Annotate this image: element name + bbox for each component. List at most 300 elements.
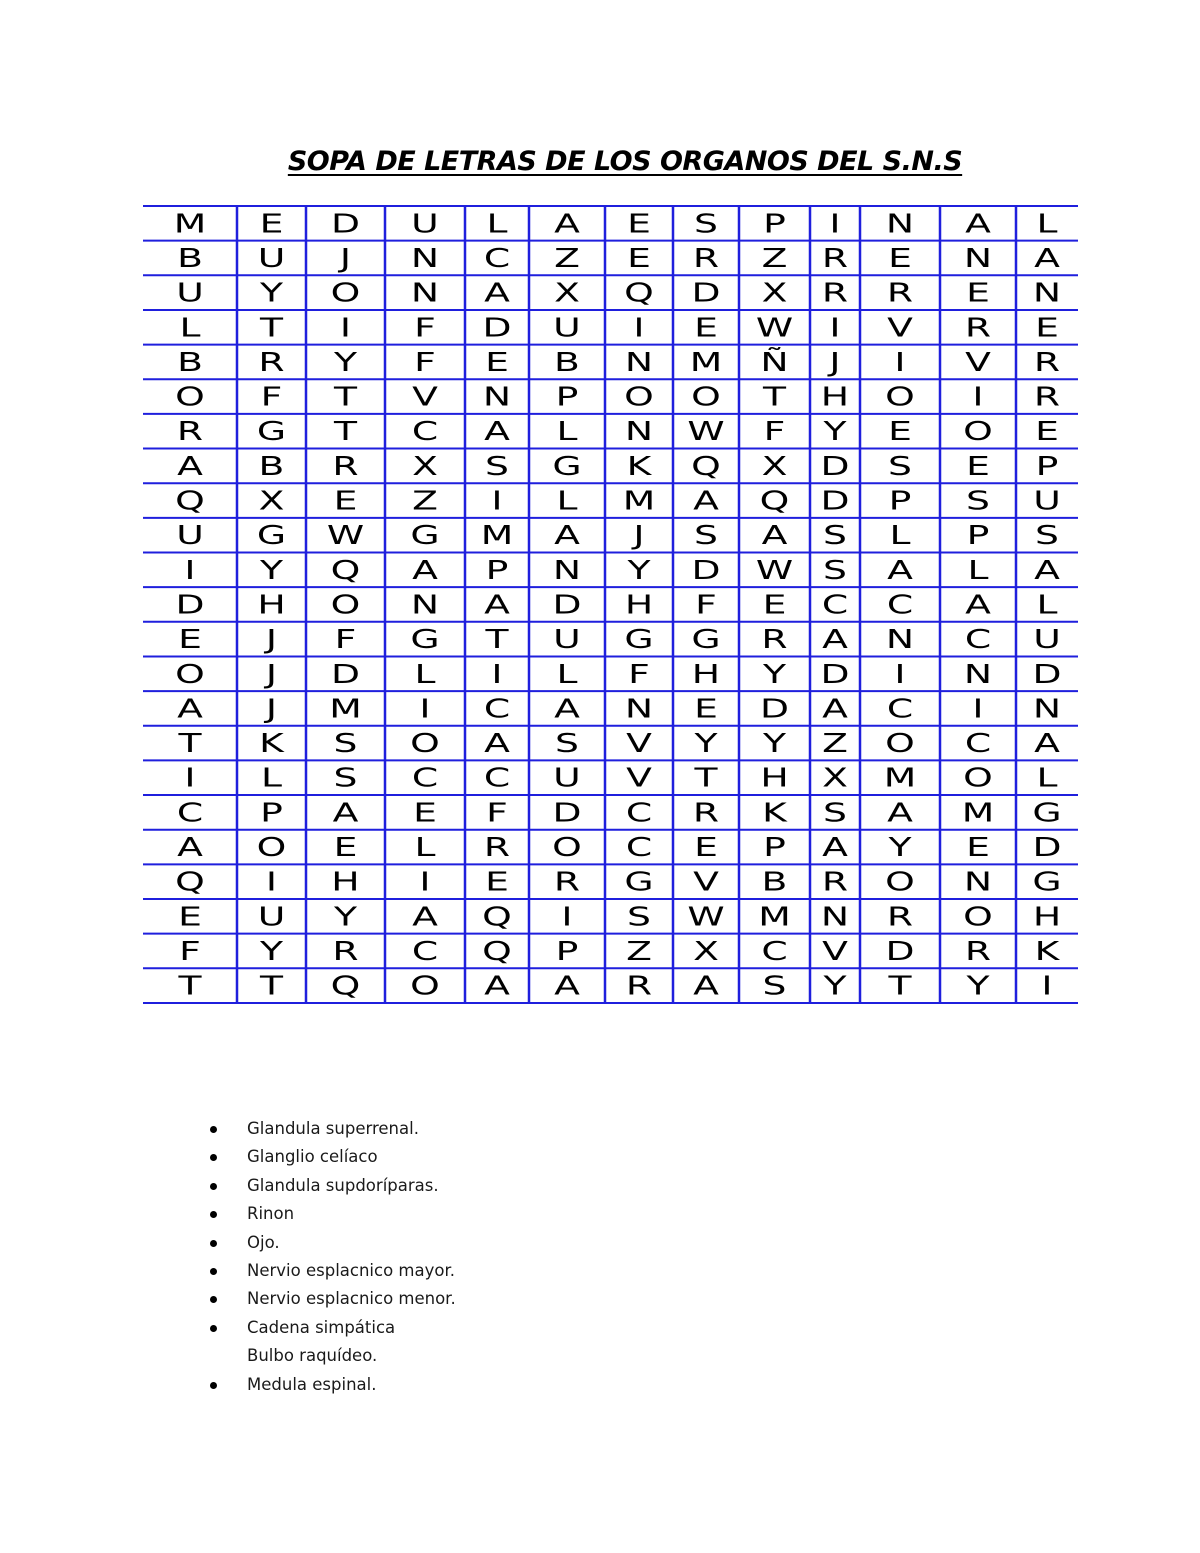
grid-letter: L	[1036, 208, 1058, 239]
grid-letter: L	[260, 762, 283, 794]
grid-letter: M	[173, 208, 207, 239]
grid-letter: V	[822, 935, 848, 967]
word-list-item	[210, 1200, 456, 1228]
grid-letter: R	[1033, 346, 1061, 378]
grid-letter: P	[966, 520, 990, 551]
word-list-item	[210, 1285, 456, 1313]
word-list-label: Nervio esplacnico mayor.	[247, 1260, 455, 1280]
grid-letter: D	[482, 312, 512, 343]
grid-letter: D	[330, 658, 361, 690]
grid-letter: L	[486, 208, 508, 239]
grid-letter: S	[823, 554, 847, 586]
grid-letter: N	[552, 554, 582, 586]
grid-letter: Z	[761, 242, 788, 274]
grid-letter: C	[886, 589, 914, 620]
grid-letter: W	[687, 416, 725, 447]
grid-letter: I	[265, 866, 278, 898]
grid-letter: D	[691, 554, 721, 586]
grid-letter: A	[965, 589, 991, 620]
grid-letter: D	[552, 797, 582, 828]
grid-letter: I	[419, 866, 431, 898]
grid-letter: U	[553, 762, 581, 794]
grid-letter: Z	[554, 242, 580, 274]
grid-letter: E	[888, 416, 912, 447]
grid-letter: R	[692, 242, 720, 274]
word-list-label: Ojo.	[247, 1232, 280, 1252]
grid-letter: T	[694, 762, 718, 794]
grid-letter: C	[625, 797, 653, 828]
grid-letter: U	[257, 901, 286, 932]
grid-letter: N	[885, 624, 915, 655]
grid-letter: N	[963, 658, 993, 690]
grid-letter: O	[552, 831, 582, 863]
grid-letter: F	[414, 312, 436, 343]
grid-letter: H	[331, 866, 360, 898]
grid-letter: A	[412, 554, 438, 586]
grid-letter: R	[332, 450, 359, 482]
grid-letter: U	[257, 242, 286, 274]
grid-letter: J	[829, 346, 841, 378]
grid-letter: N	[410, 242, 440, 274]
grid-letter: I	[894, 346, 906, 378]
grid-letter: I	[1041, 970, 1053, 1002]
grid-letter: D	[759, 693, 790, 724]
grid-letter: Y	[762, 658, 787, 690]
word-list-item	[210, 1172, 456, 1200]
grid-letter: Ñ	[760, 346, 789, 378]
grid-letter: F	[334, 624, 357, 655]
grid-letter: R	[886, 901, 914, 932]
word-list-item	[210, 1143, 456, 1171]
grid-letter: U	[553, 312, 581, 343]
grid-letter: A	[177, 693, 203, 724]
grid-letter: Z	[822, 727, 848, 759]
grid-letter: W	[755, 312, 794, 343]
grid-letter: Z	[412, 485, 438, 516]
grid-letter: H	[820, 381, 850, 412]
grid-letter: F	[179, 935, 201, 967]
grid-letter: N	[820, 901, 850, 932]
grid-letter: U	[411, 208, 439, 239]
grid-letter: A	[965, 208, 991, 239]
grid-letter: I	[561, 901, 573, 932]
grid-letter: G	[1032, 866, 1062, 898]
grid-letter: M	[329, 693, 362, 724]
grid-letter: P	[555, 935, 579, 967]
grid-letter: N	[624, 416, 654, 447]
grid-letter: R	[332, 935, 359, 967]
grid-letter: D	[1032, 831, 1062, 863]
grid-letter: S	[694, 208, 718, 239]
grid-letter: N	[410, 277, 440, 309]
grid-letter: X	[761, 450, 788, 482]
grid-letter: O	[175, 381, 205, 412]
grid-letter: I	[419, 693, 431, 724]
grid-letter: S	[333, 762, 358, 794]
grid-letter: B	[258, 450, 285, 482]
grid-letter: N	[624, 346, 654, 378]
grid-letter: T	[888, 970, 912, 1002]
grid-letter: Y	[762, 727, 787, 759]
grid-letter: R	[692, 797, 720, 828]
page-title: SOPA DE LETRAS DE LOS ORGANOS DEL S.N.S	[287, 146, 963, 177]
grid-letter: M	[758, 901, 791, 932]
grid-letter: L	[1036, 762, 1058, 794]
grid-letter: A	[822, 693, 848, 724]
grid-letter: R	[625, 970, 653, 1002]
grid-letter: E	[627, 208, 651, 239]
grid-letter: I	[894, 658, 906, 690]
grid-letter: L	[556, 485, 578, 516]
grid-letter: N	[1032, 693, 1062, 724]
grid-letter: P	[555, 381, 579, 412]
grid-letter: G	[256, 520, 287, 551]
grid-letter: E	[333, 485, 358, 516]
grid-letter: Q	[330, 970, 361, 1002]
grid-letter: I	[972, 381, 984, 412]
grid-letter: O	[624, 381, 654, 412]
grid-letter: F	[695, 589, 717, 620]
grid-letter: J	[633, 520, 645, 551]
grid-letter: N	[624, 693, 654, 724]
grid-letter: A	[177, 450, 203, 482]
grid-letter: C	[176, 797, 204, 828]
grid-letter: X	[761, 277, 788, 309]
grid-letter: X	[412, 450, 438, 482]
grid-letter: M	[622, 485, 656, 516]
bullet-icon	[210, 1382, 217, 1389]
grid-letter: Y	[259, 554, 284, 586]
grid-letter: C	[964, 727, 992, 759]
word-list-label: Glanglio celíaco	[247, 1147, 378, 1167]
bullet-icon	[210, 1183, 217, 1190]
grid-letter: X	[258, 485, 285, 516]
grid-letter: R	[258, 346, 285, 378]
grid-letter: P	[763, 831, 786, 863]
grid-letter: L	[556, 416, 578, 447]
grid-letter: O	[885, 727, 915, 759]
grid-letter: V	[965, 346, 991, 378]
grid-letter: A	[554, 520, 580, 551]
grid-letter: Q	[175, 866, 205, 898]
grid-letter: O	[410, 727, 440, 759]
grid-letter: K	[259, 727, 284, 759]
grid-letter: S	[966, 485, 990, 516]
word-list-label: Cadena simpática	[247, 1317, 396, 1337]
grid-letter: M	[961, 797, 995, 828]
grid-letter: X	[822, 762, 848, 794]
grid-letter: S	[1035, 520, 1059, 551]
grid-letter: V	[887, 312, 913, 343]
grid-letter: O	[963, 762, 993, 794]
grid-letter: S	[627, 901, 651, 932]
grid-letter: M	[480, 520, 514, 551]
grid-letter: Y	[823, 416, 847, 447]
grid-letter: E	[1035, 416, 1059, 447]
grid-letter: L	[889, 520, 911, 551]
grid-letter: C	[483, 762, 511, 794]
grid-letter: J	[265, 658, 278, 690]
grid-letter: S	[694, 520, 718, 551]
grid-letter: G	[1032, 797, 1062, 828]
grid-letter: Y	[259, 935, 284, 967]
grid-letter: Q	[482, 901, 512, 932]
grid-letter: Y	[888, 831, 912, 863]
bullet-icon	[210, 1154, 217, 1161]
grid-letter: I	[972, 693, 984, 724]
grid-letter: R	[176, 416, 204, 447]
grid-letter: N	[963, 242, 993, 274]
grid-letter: U	[553, 624, 581, 655]
grid-letter: R	[964, 312, 992, 343]
grid-letter: H	[691, 658, 721, 690]
grid-letter: L	[179, 312, 201, 343]
grid-letter: C	[821, 589, 849, 620]
word-list-label: Medula espinal.	[247, 1374, 377, 1394]
grid-letter: C	[411, 762, 439, 794]
grid-letter: I	[829, 312, 841, 343]
grid-letter: A	[332, 797, 359, 828]
grid-letter: A	[554, 693, 580, 724]
grid-letter: Y	[694, 727, 718, 759]
grid-letter: G	[691, 624, 721, 655]
grid-letter: L	[1036, 589, 1058, 620]
grid-letter: O	[691, 381, 721, 412]
grid-letter: C	[483, 242, 511, 274]
grid-letter: O	[885, 866, 915, 898]
bullet-icon	[210, 1126, 217, 1133]
grid-letter: V	[626, 727, 652, 759]
grid-letter: A	[484, 277, 510, 309]
grid-letter: O	[256, 831, 287, 863]
grid-letter: T	[259, 312, 284, 343]
grid-letter: A	[554, 970, 580, 1002]
grid-letter: N	[885, 208, 915, 239]
bullet-icon	[210, 1211, 217, 1218]
grid-letter: Y	[627, 554, 651, 586]
word-list-item	[210, 1314, 456, 1342]
grid-letter: G	[624, 866, 654, 898]
word-list-item	[210, 1257, 456, 1285]
grid-letter: Q	[482, 935, 512, 967]
grid-letter: Q	[759, 485, 790, 516]
grid-letter: Y	[259, 277, 284, 309]
grid-letter: F	[414, 346, 436, 378]
grid-letter: J	[265, 693, 278, 724]
grid-letter: X	[693, 935, 719, 967]
grid-letter: W	[326, 520, 365, 551]
grid-letter: L	[967, 554, 989, 586]
grid-letter: T	[178, 727, 202, 759]
grid-letter: C	[761, 935, 788, 967]
grid-letter: P	[1035, 450, 1059, 482]
grid-letter: P	[763, 208, 786, 239]
grid-letter: W	[755, 554, 794, 586]
grid-letter: S	[333, 727, 358, 759]
grid-letter: O	[175, 658, 205, 690]
grid-letter: A	[1034, 554, 1060, 586]
grid-letter: E	[694, 312, 718, 343]
grid-letter: E	[966, 831, 990, 863]
grid-letter: Q	[330, 554, 361, 586]
grid-letter: R	[964, 935, 992, 967]
grid-letter: A	[887, 554, 913, 586]
grid-letter: D	[691, 277, 721, 309]
grid-letter: A	[693, 485, 719, 516]
grid-letter: X	[554, 277, 580, 309]
grid-letter: V	[626, 762, 652, 794]
grid-letter: D	[330, 208, 361, 239]
grid-letter: U	[1033, 624, 1061, 655]
grid-letter: R	[821, 242, 849, 274]
grid-letter: T	[485, 624, 509, 655]
grid-letter: Q	[175, 485, 205, 516]
grid-letter: R	[821, 277, 849, 309]
grid-letter: T	[762, 381, 787, 412]
grid-letter: F	[486, 797, 508, 828]
grid-letter: D	[820, 658, 850, 690]
grid-letter: E	[888, 242, 912, 274]
grid-letter: G	[410, 624, 440, 655]
grid-letter: T	[178, 970, 202, 1002]
grid-letter: N	[410, 589, 440, 620]
grid-letter: O	[963, 416, 993, 447]
grid-letter: V	[412, 381, 438, 412]
grid-letter: P	[888, 485, 912, 516]
grid-letter: D	[885, 935, 915, 967]
grid-letter: E	[1035, 312, 1059, 343]
bullet-icon	[210, 1296, 217, 1303]
grid-letter: M	[883, 762, 917, 794]
grid-letter: F	[628, 658, 650, 690]
grid-letter: Q	[624, 277, 654, 309]
grid-letter: V	[693, 866, 719, 898]
grid-letter: S	[485, 450, 509, 482]
grid-letter: I	[339, 312, 352, 343]
grid-letter: F	[763, 416, 786, 447]
grid-letter: N	[963, 866, 993, 898]
grid-letter: A	[761, 520, 788, 551]
grid-letter: K	[762, 797, 787, 828]
grid-letter: A	[484, 416, 510, 447]
grid-letter: I	[184, 762, 196, 794]
grid-letter: O	[963, 901, 993, 932]
word-list-label: Rinon	[247, 1204, 295, 1224]
grid-letter: G	[624, 624, 654, 655]
grid-letter: L	[556, 658, 578, 690]
grid-letter: S	[762, 970, 787, 1002]
word-list-label: Glandula supdoríparas.	[247, 1175, 439, 1195]
grid-letter: R	[886, 277, 914, 309]
grid-letter: W	[687, 901, 725, 932]
grid-letter: C	[625, 831, 653, 863]
grid-letter: J	[339, 242, 352, 274]
grid-letter: Y	[333, 901, 358, 932]
grid-letter: B	[554, 346, 580, 378]
grid-letter: S	[888, 450, 912, 482]
grid-letter: E	[413, 797, 437, 828]
grid-letter: S	[823, 520, 847, 551]
grid-letter: E	[694, 831, 718, 863]
grid-letter: E	[178, 901, 202, 932]
grid-letter: C	[411, 416, 439, 447]
grid-letter: P	[485, 554, 509, 586]
grid-letter: C	[964, 624, 992, 655]
grid-letter: A	[412, 901, 438, 932]
grid-letter: U	[176, 520, 204, 551]
grid-letter: E	[966, 277, 990, 309]
grid-letter: Z	[626, 935, 652, 967]
grid-letter: L	[414, 831, 436, 863]
grid-letter: E	[485, 346, 509, 378]
grid-letter: E	[762, 589, 787, 620]
grid-letter: G	[256, 416, 287, 447]
grid-letter: F	[260, 381, 283, 412]
grid-letter: D	[552, 589, 582, 620]
grid-letter: A	[1034, 242, 1060, 274]
grid-letter: M	[689, 346, 723, 378]
grid-letter: E	[694, 693, 718, 724]
word-list-item	[210, 1371, 456, 1399]
grid-letter: A	[484, 589, 510, 620]
bullet-icon	[210, 1268, 217, 1275]
grid-letter: I	[829, 208, 841, 239]
grid-letter: H	[1032, 901, 1062, 932]
grid-letter: S	[823, 797, 847, 828]
grid-letter: C	[886, 693, 914, 724]
grid-letter: A	[484, 970, 510, 1002]
grid-letter: A	[1034, 727, 1060, 759]
grid-letter: E	[627, 242, 651, 274]
grid-letter: I	[491, 658, 503, 690]
grid-letter: H	[760, 762, 789, 794]
grid-letter: H	[257, 589, 286, 620]
word-list-label: Bulbo raquídeo.	[247, 1346, 378, 1366]
word-list-label: Glandula superrenal.	[247, 1119, 419, 1138]
grid-letter: L	[414, 658, 436, 690]
grid-letter: D	[1032, 658, 1062, 690]
grid-letter: E	[966, 450, 990, 482]
grid-letter: Y	[966, 970, 990, 1002]
grid-letter: R	[553, 866, 581, 898]
grid-letter: U	[176, 277, 204, 309]
grid-letter: A	[554, 208, 580, 239]
grid-letter: Q	[691, 450, 721, 482]
grid-letter: R	[483, 831, 511, 863]
word-list-item	[210, 1342, 456, 1370]
grid-letter: O	[330, 277, 361, 309]
grid-letter: T	[259, 970, 284, 1002]
grid-letter: S	[555, 727, 579, 759]
grid-letter: G	[552, 450, 582, 482]
grid-letter: A	[177, 831, 203, 863]
grid-letter: R	[821, 866, 849, 898]
grid-letter: J	[265, 624, 278, 655]
grid-letter: D	[820, 485, 850, 516]
bullet-icon	[210, 1325, 217, 1332]
grid-letter: A	[822, 831, 848, 863]
grid-letter: A	[484, 727, 510, 759]
grid-letter: K	[1034, 935, 1060, 967]
grid-letter: E	[259, 208, 284, 239]
grid-letter: O	[885, 381, 915, 412]
grid-letter: A	[693, 970, 719, 1002]
bullet-icon	[210, 1240, 217, 1247]
word-list-label: Nervio esplacnico menor.	[247, 1289, 456, 1309]
grid-letter: I	[633, 312, 645, 343]
grid-letter: R	[1033, 381, 1061, 412]
grid-letter: G	[410, 520, 440, 551]
